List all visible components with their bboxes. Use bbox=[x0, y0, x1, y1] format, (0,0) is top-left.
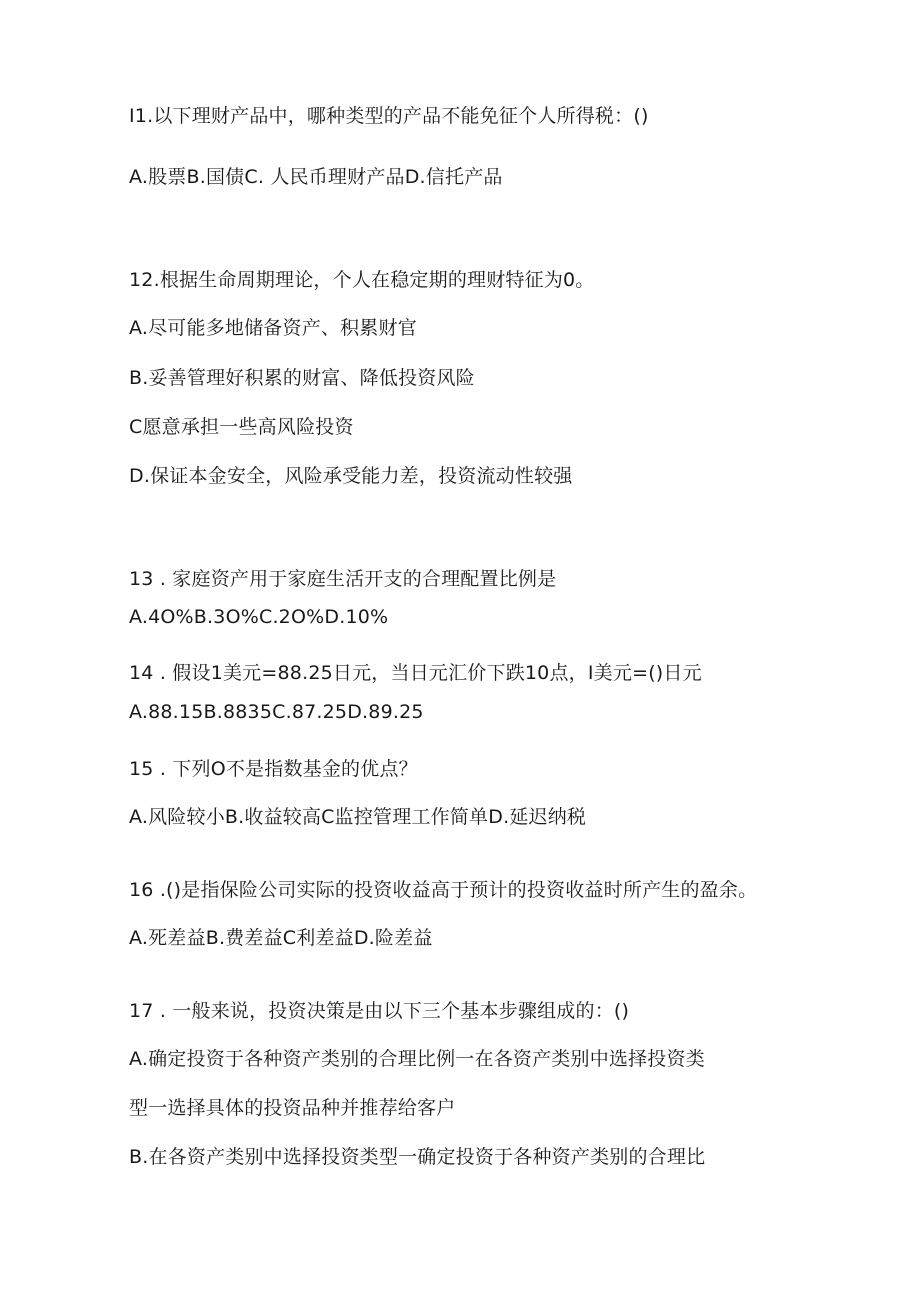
question-17-option-a: A.确定投资于各种资产类别的合理比例一在各资产类别中选择投资类 bbox=[129, 1048, 705, 1070]
question-13-options: A.4O%B.3O%C.2O%D.10% bbox=[129, 606, 389, 628]
question-16: 16 .()是指保险公司实际的投资收益高于预计的投资收益时所产生的盈余。 bbox=[129, 879, 758, 901]
question-12-option-a: A.尽可能多地储备资产、积累财官 bbox=[129, 317, 417, 339]
question-15: 15 . 下列O不是指数基金的优点？ bbox=[129, 758, 418, 780]
question-15-options: A.风险较小B.收益较高C监控管理工作简单D.延迟纳税 bbox=[129, 806, 587, 828]
question-17-option-a-continued: 型一选择具体的投资品种并推荐给客户 bbox=[129, 1097, 456, 1119]
question-12-option-d: D.保证本金安全，风险承受能力差，投资流动性较强 bbox=[129, 465, 573, 487]
question-17: 17 . 一般来说，投资决策是由以下三个基本步骤组成的：() bbox=[129, 1000, 630, 1022]
question-12-option-b: B.妥善管理好积累的财富、降低投资风险 bbox=[129, 367, 475, 389]
question-13: 13 . 家庭资产用于家庭生活开支的合理配置比例是 bbox=[129, 568, 557, 590]
question-12-option-c: C愿意承担一些高风险投资 bbox=[129, 416, 354, 438]
question-17-option-b: B.在各资产类别中选择投资类型一确定投资于各种资产类别的合理比 bbox=[129, 1146, 706, 1168]
question-14-options: A.88.15B.8835C.87.25D.89.25 bbox=[129, 701, 424, 723]
question-14: 14 . 假设1美元=88.25日元，当日元汇价下跌10点，I美元=()日元 bbox=[129, 662, 702, 684]
question-11-options: A.股票B.国债C. 人民币理财产品D.信托产品 bbox=[129, 166, 503, 188]
question-11: I1.以下理财产品中，哪种类型的产品不能免征个人所得税：() bbox=[129, 105, 649, 127]
question-16-options: A.死差益B.费差益C利差益D.险差益 bbox=[129, 927, 433, 949]
question-12: 12.根据生命周期理论，个人在稳定期的理财特征为0。 bbox=[129, 269, 595, 291]
